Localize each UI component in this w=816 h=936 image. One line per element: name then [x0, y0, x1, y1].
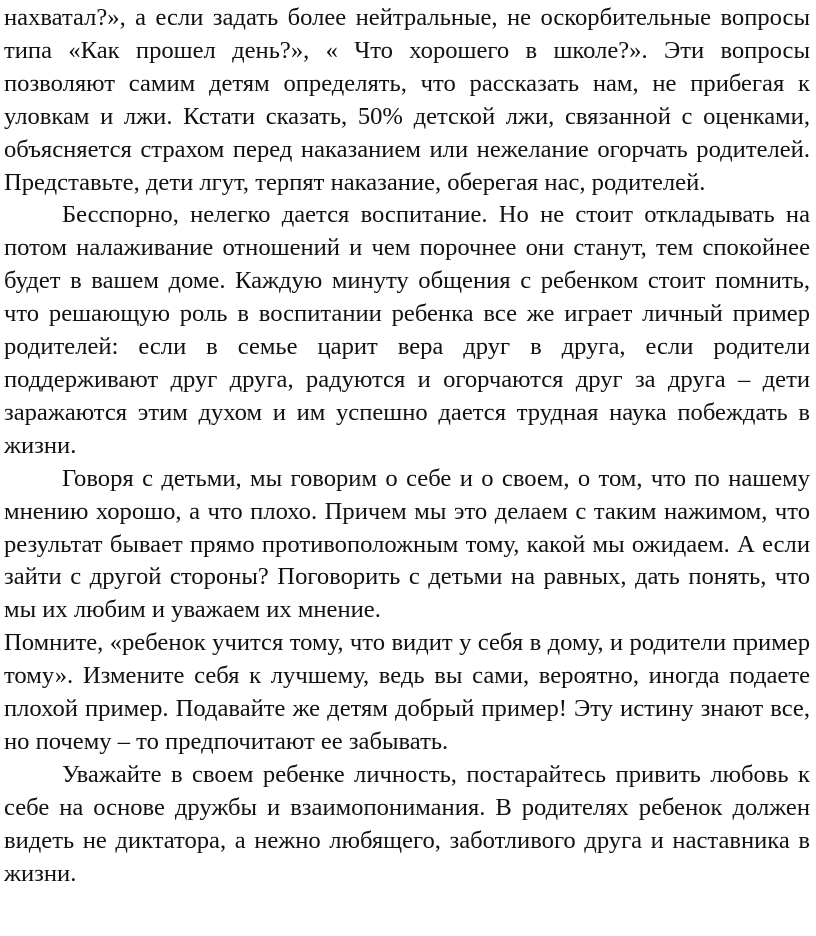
- paragraph-3: Говоря с детьми, мы говорим о себе и о своем, о том, что по нашему мнению хорошо, а что плохо. Причем мы это делаем с таким нажимом, что результат бывает прямо противоположным тому, какой мы ожидаем. А если зайти с другой стороны? Поговорить с детьми на равных, дать понять, что мы их любим и уважаем их мнение.: [4, 464, 810, 624]
- paragraph-1: нахватал?», а если задать более нейтральные, не оскорбительные вопросы типа «Как прошел день?», « Что хорошего в школе?». Эти вопросы позволяют самим детям определять, что рассказать нам, не прибегая к уловкам и лжи. Кстати сказать, 50% детской лжи, связанной с оценками, объясняется страхом перед наказанием или нежелание огорчать родителей. Представьте, дети лгут, терпят наказание, оберегая нас, родителей.: [4, 4, 810, 196]
- paragraph-4: Помните, «ребенок учится тому, что видит у себя в дому, и родители пример тому». Измените себя к лучшему, ведь вы сами, вероятно, иногда подаете плохой пример. Подавайте же детям добрый пример! Эту истину знают все, но почему – то предпочитают ее забывать.: [4, 629, 810, 755]
- paragraph-2: Бесспорно, нелегко дается воспитание. Но не стоит откладывать на потом налаживание отношений и чем порочнее они станут, тем спокойнее будет в вашем доме. Каждую минуту общения с ребенком стоит помнить, что решающую роль в воспитании ребенка все же играет личный пример родителей: если в семье царит вера друг в друга, если родители поддерживают друг друга, радуются и огорчаются друг за друга – дети заражаются этим духом и им успешно дается трудная наука побеждать в жизни.: [4, 201, 810, 459]
- paragraph-5: Уважайте в своем ребенке личность, постарайтесь привить любовь к себе на основе дружбы и взаимопонимания. В родителях ребенок должен видеть не диктатора, а нежно любящего, заботливого друга и наставника в жизни.: [4, 760, 810, 887]
